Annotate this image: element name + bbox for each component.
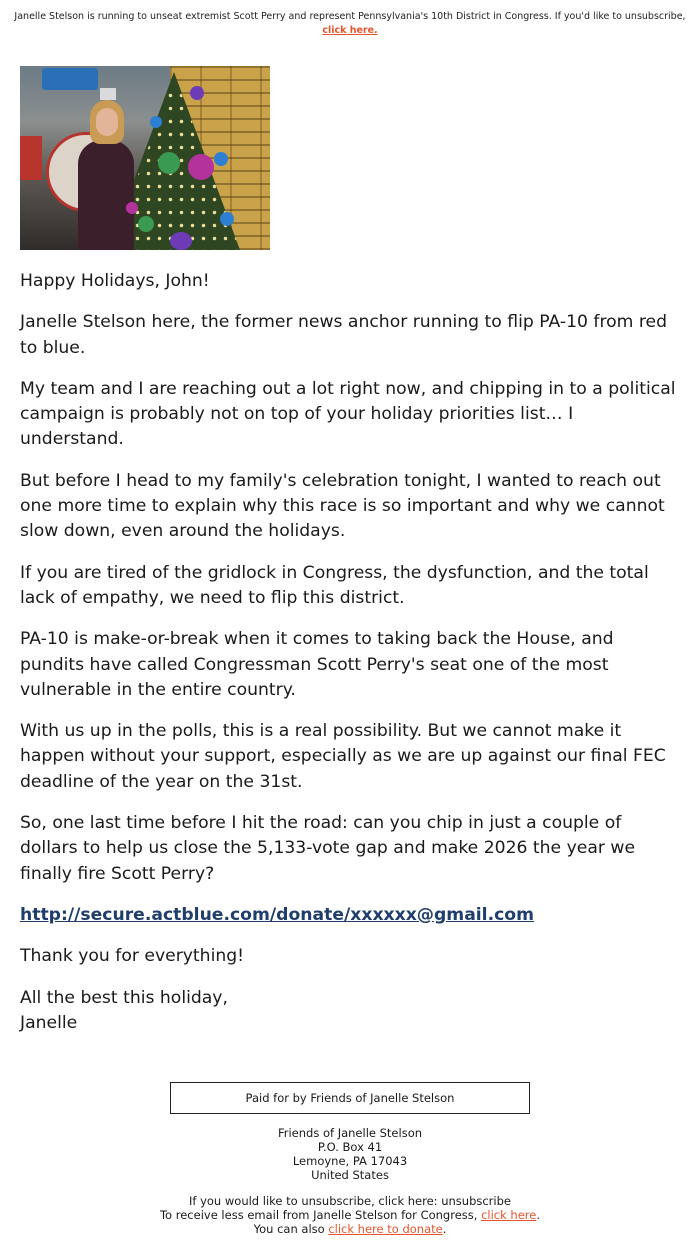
body-paragraph: So, one last time before I hit the road: can you chip in just a couple of dollars to help us close the 5,133-vote gap and make 2026 the year we finally fire Scott Perry? [20, 813, 636, 884]
address-line: P.O. Box 41 [317, 1140, 383, 1154]
address-line: Lemoyne, PA 17043 [292, 1154, 408, 1168]
email-footer [0, 1082, 700, 1236]
less-email-line: To receive less email from Janelle Stelson for Congress, click here. [159, 1208, 540, 1222]
footer-donate-prefix: You can also [253, 1222, 325, 1236]
body-paragraph: But before I head to my family's celebration tonight, I wanted to reach out one more time to explain why this race is so important and why we cannot slow down, even around the holidays. [20, 470, 665, 542]
preheader-text: Janelle Stelson is running to unseat extremist Scott Perry and represent Pennsylvania's 10th District in Congress. If you'd like to unsubscribe, [14, 11, 686, 22]
body-paragraph: If you are tired of the gridlock in Congress, the dysfunction, and the total lack of empathy, we need to flip this district. [20, 562, 649, 608]
donate-link-paragraph [20, 903, 682, 928]
footer-donate-link[interactable]: click here to donate [328, 1222, 443, 1236]
preheader-unsubscribe-link[interactable]: click here. [322, 25, 378, 36]
signoff [20, 986, 682, 1037]
body-paragraph: With us up in the polls, this is a real possibility. But we cannot make it happen without your support, especially as we are up against our final FEC deadline of the year on the 31st. [20, 721, 666, 792]
address-line: Friends of Janelle Stelson [277, 1126, 423, 1140]
preheader [0, 10, 700, 38]
email-body [20, 269, 682, 1036]
mailing-address [0, 1126, 700, 1182]
address-line: United States [311, 1168, 389, 1182]
signoff-line: All the best this holiday, [20, 987, 228, 1008]
unsubscribe-line[interactable]: If you would like to unsubscribe, click here: unsubscribe [189, 1194, 511, 1208]
paid-for-text: Paid for by Friends of Janelle Stelson [245, 1091, 455, 1105]
thanks-text: Thank you for everything! [20, 946, 245, 967]
signature: Janelle [20, 1012, 78, 1033]
greeting: Happy Holidays, John! [20, 271, 210, 291]
body-paragraph: My team and I are reaching out a lot right now, and chipping in to a political campaign is probably not on top of your holiday priorities list… I understand. [20, 378, 676, 450]
unsubscribe-section [0, 1194, 700, 1236]
paid-for-box [170, 1082, 530, 1114]
less-email-link[interactable]: click here [481, 1208, 537, 1222]
email-content [20, 66, 682, 1052]
hero-photo [20, 66, 270, 250]
donate-link[interactable]: http://secure.actblue.com/donate/xxxxxx@gmail.com [20, 904, 535, 925]
body-paragraph: PA-10 is make-or-break when it comes to taking back the House, and pundits have called Congressman Scott Perry's seat one of the most vulnerable in the entire country. [20, 629, 614, 700]
less-email-text: To receive less email from Janelle Stelson for Congress, [159, 1208, 478, 1222]
body-paragraph: Janelle Stelson here, the former news anchor running to flip PA-10 from red to blue. [20, 312, 668, 358]
footer-donate-line: You can also click here to donate. [253, 1222, 447, 1236]
